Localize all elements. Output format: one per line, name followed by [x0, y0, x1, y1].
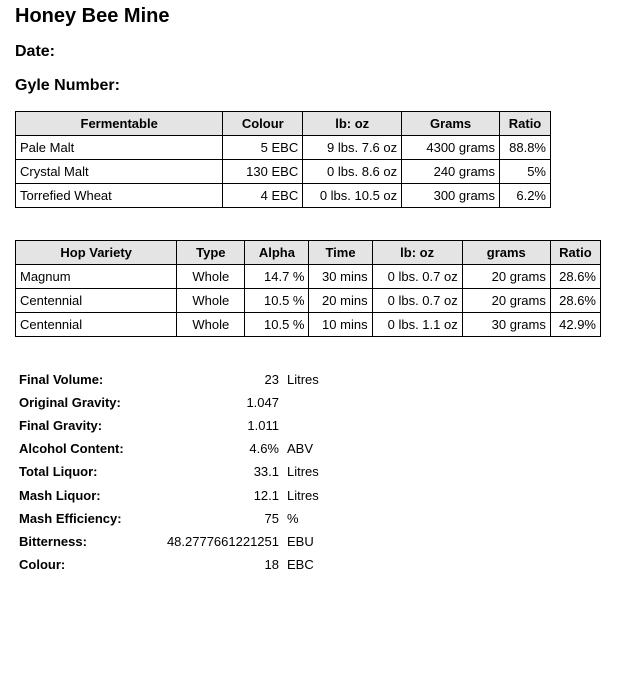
fermentable-lboz: 9 lbs. 7.6 oz: [303, 136, 402, 160]
hop-ratio: 28.6%: [550, 265, 600, 289]
hop-time: 10 mins: [309, 313, 372, 337]
hop-alpha: 10.5 %: [245, 289, 309, 313]
hop-variety: Magnum: [16, 265, 177, 289]
table-row: [16, 265, 601, 289]
summary-unit: Litres: [287, 372, 319, 388]
brew-summary: [15, 368, 323, 576]
summary-unit: [283, 414, 323, 437]
hop-type: Whole: [177, 289, 245, 313]
summary-value: 1.011: [247, 418, 279, 434]
fermentable-ratio: 88.8%: [500, 136, 551, 160]
summary-row-original-gravity: [15, 391, 323, 414]
fermentable-name: Crystal Malt: [16, 160, 223, 184]
summary-value: 1.047: [246, 395, 279, 411]
fermentable-grams: 300 grams: [402, 184, 500, 208]
summary-unit: Litres: [287, 487, 319, 503]
hop-grams: 30 grams: [462, 313, 550, 337]
hop-ratio: 28.6%: [550, 289, 600, 313]
hops-table: [15, 240, 601, 337]
column-header-ratio: Ratio: [550, 241, 600, 265]
column-header-lboz: lb: oz: [372, 241, 462, 265]
hop-lboz: 0 lbs. 0.7 oz: [372, 289, 462, 313]
summary-label: Total Liquor:: [19, 464, 98, 480]
gyle-number-label: Gyle Number:: [15, 77, 120, 94]
summary-value: 33.1: [253, 464, 279, 480]
summary-value: 75: [264, 510, 279, 526]
summary-unit: EBC: [287, 556, 314, 572]
summary-value: 4.6%: [249, 441, 279, 457]
fermentable-ratio: 6.2%: [500, 184, 551, 208]
column-header-alpha: Alpha: [245, 241, 309, 265]
fermentable-colour: 130 EBC: [223, 160, 303, 184]
hop-time: 30 mins: [309, 265, 372, 289]
hop-alpha: 14.7 %: [245, 265, 309, 289]
hop-variety: Centennial: [16, 313, 177, 337]
fermentables-header-row: [16, 112, 551, 136]
hop-ratio: 42.9%: [550, 313, 600, 337]
hop-lboz: 0 lbs. 0.7 oz: [372, 265, 462, 289]
table-row: [16, 313, 601, 337]
hops-header-row: [16, 241, 601, 265]
hop-grams: 20 grams: [462, 289, 550, 313]
fermentable-name: Pale Malt: [16, 136, 223, 160]
summary-unit: [283, 391, 323, 414]
summary-unit: Litres: [287, 464, 319, 480]
column-header-lboz: lb: oz: [303, 112, 402, 136]
column-header-colour: Colour: [223, 112, 303, 136]
hop-variety: Centennial: [16, 289, 177, 313]
summary-unit: EBU: [287, 533, 314, 549]
fermentable-colour: 4 EBC: [223, 184, 303, 208]
column-header-type: Type: [177, 241, 245, 265]
hop-type: Whole: [177, 265, 245, 289]
column-header-fermentable: Fermentable: [16, 112, 223, 136]
fermentable-ratio: 5%: [500, 160, 551, 184]
column-header-ratio: Ratio: [500, 112, 551, 136]
date-label: Date:: [15, 43, 56, 60]
summary-value: 12.1: [253, 487, 279, 503]
summary-label: Alcohol Content:: [19, 441, 124, 457]
summary-value: 23: [264, 372, 279, 388]
column-header-grams: Grams: [402, 112, 500, 136]
summary-label: Original Gravity:: [19, 395, 121, 411]
hop-lboz: 0 lbs. 1.1 oz: [372, 313, 462, 337]
summary-unit: %: [287, 510, 299, 526]
fermentable-grams: 4300 grams: [402, 136, 500, 160]
summary-unit: ABV: [287, 441, 314, 457]
column-header-hop-variety: Hop Variety: [16, 241, 177, 265]
fermentable-lboz: 0 lbs. 8.6 oz: [303, 160, 402, 184]
summary-row-alcohol-content: [15, 437, 323, 460]
table-row: [16, 160, 551, 184]
summary-row-bitterness: [15, 530, 323, 553]
summary-label: Final Gravity:: [19, 418, 103, 434]
table-row: [16, 289, 601, 313]
fermentable-grams: 240 grams: [402, 160, 500, 184]
fermentable-lboz: 0 lbs. 10.5 oz: [303, 184, 402, 208]
summary-label: Mash Efficiency:: [19, 510, 122, 526]
hop-time: 20 mins: [309, 289, 372, 313]
hop-grams: 20 grams: [462, 265, 550, 289]
page-title: Honey Bee Mine: [15, 5, 170, 27]
fermentable-colour: 5 EBC: [223, 136, 303, 160]
summary-row-mash-efficiency: [15, 507, 323, 530]
summary-row-mash-liquor: [15, 483, 323, 506]
summary-label: Final Volume:: [19, 372, 104, 388]
table-row: [16, 184, 551, 208]
column-header-grams: grams: [462, 241, 550, 265]
summary-value: 18: [264, 556, 279, 572]
fermentable-name: Torrefied Wheat: [16, 184, 223, 208]
summary-row-final-gravity: [15, 414, 323, 437]
hop-alpha: 10.5 %: [245, 313, 309, 337]
summary-label: Colour:: [19, 556, 66, 572]
hop-type: Whole: [177, 313, 245, 337]
summary-value: 48.2777661221251: [166, 533, 279, 549]
summary-label: Mash Liquor:: [19, 487, 101, 503]
summary-label: Bitterness:: [19, 533, 87, 549]
summary-row-total-liquor: [15, 460, 323, 483]
summary-row-final-volume: [15, 368, 323, 391]
fermentables-table: [15, 111, 551, 208]
summary-row-colour: [15, 553, 323, 576]
column-header-time: Time: [309, 241, 372, 265]
table-row: [16, 136, 551, 160]
